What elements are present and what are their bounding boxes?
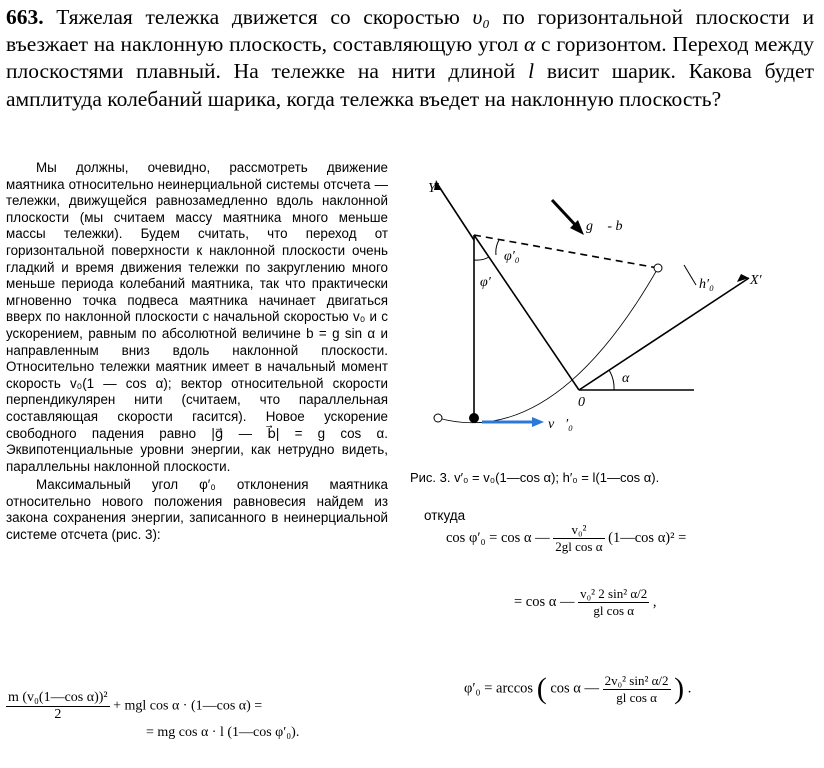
energy-conservation-formula	[6, 690, 386, 741]
symbol-alpha: α	[523, 32, 536, 57]
eq1-fraction	[553, 522, 604, 555]
eq1-numerator: v₀²	[553, 522, 604, 539]
eq2-fraction	[578, 586, 649, 619]
eq3-fraction	[603, 673, 671, 706]
x-axis-line	[579, 278, 749, 390]
whence-word: откуда	[424, 508, 466, 523]
eq1-denominator: 2gl cos α	[555, 539, 603, 554]
eq3-open-paren: (	[536, 672, 547, 705]
solution-text	[6, 160, 388, 544]
formula-rhs-1: + mgl cos α · (1—cos α) =	[109, 698, 263, 714]
figure-caption: Рис. 3. v′₀ = v₀(1—cos α); h′₀ = l(1—cos α).	[410, 470, 660, 485]
symbol-v0: υ₀	[472, 5, 490, 29]
h-arrow	[684, 265, 696, 285]
phi0-arc	[496, 240, 499, 255]
eq2-numerator: v₀² 2 sin² α/2	[580, 586, 648, 601]
eq2-denominator: gl cos α	[593, 603, 635, 618]
eq1-lhs: cos φ′₀ = cos α —	[446, 529, 550, 546]
label-h: h′₀	[699, 277, 714, 292]
solution-paragraph-2: Максимальный угол φ′₀ отклонения маятника относительно нового положения равновесия найдем из закона сохранения энергии, записанного в неинерциальной системе отсчета (рис. 3):	[6, 477, 388, 543]
label-alpha: α	[622, 371, 630, 386]
pendulum-figure	[404, 160, 814, 490]
eq3-lhs: φ′₀ = arccos	[464, 680, 534, 697]
problem-text-4: висит шарик. Какова будет амплитуда колебаний шарика, когда тележка въедет на наклонную плоскость?	[6, 59, 814, 111]
equation-3	[464, 672, 691, 706]
eq3-tail: .	[687, 680, 692, 697]
fraction-numerator: m (v₀(1—cos α))²	[8, 690, 108, 705]
label-gb: g⃗ - b⃗	[586, 219, 634, 234]
label-phi0: φ′₀	[504, 249, 520, 264]
label-x: X′	[750, 273, 762, 288]
right-extreme-position	[654, 264, 662, 272]
kinetic-energy-fraction	[6, 690, 110, 723]
velocity-arrow-head	[532, 417, 544, 427]
fraction-denominator: 2	[54, 707, 62, 722]
problem-statement	[6, 4, 814, 113]
dashed-line	[474, 235, 658, 268]
problem-text-3: с горизонтом. Переход между плоскостями плавный. На тележке на нити длиной	[6, 32, 814, 84]
y-axis-line	[438, 185, 474, 240]
symbol-l: l	[528, 59, 535, 84]
label-o: 0	[578, 395, 585, 410]
label-y: Y′	[428, 181, 439, 196]
equation-2	[514, 586, 657, 619]
solution-paragraph-1: Мы должны, очевидно, рассмотреть движение маятника относительно неинерциальной системы отсчета — тележки, движущейся равнозамедленно вдоль наклонной плоскости (мы считаем массу маятника много меньше массы тележки). Будем считать, что переход от горизонтальной поверхности к наклонной плоскости очень гладкий и время движения тележки по закруглению много меньше периода колебаний маятника, так что практически мгновенно точка подвеса маятника начинает двигаться вверх по наклонной плоскости с начальной скоростью v₀ и с ускорением, равным по абсолютной величине b = g sin α и направленным вниз вдоль наклонной плоскости. Относительно тележки маятник имеет в начальный момент скорость v₀(1 — cos α); вектор относительной скорости перпендикулярен нити (считаем, что параллельная составляющая скорости гасится). Новое ускорение свободного падения равно |g⃗ — b⃗| = g cos α. Эквипотенциальные уровни энергии, как нетрудно видеть, параллельны наклонной плоскости.	[6, 160, 388, 474]
pendulum-bob	[469, 413, 479, 423]
left-extreme-position	[434, 414, 442, 422]
problem-text-2: по горизонтальной плоскости и въезжает на наклонную плоскость, составляющую угол	[6, 5, 814, 57]
eq2-tail: ,	[652, 593, 657, 610]
eq2-lhs: = cos α —	[514, 593, 575, 610]
eq3-numerator: 2v₀² sin² α/2	[604, 672, 669, 688]
formula-rhs-2: = mg cos α · l (1—cos φ′₀).	[146, 725, 300, 740]
eq3-close-paren: )	[674, 672, 685, 705]
equation-1	[446, 522, 686, 555]
x-axis-arrow	[737, 274, 749, 282]
label-phi: φ′	[480, 275, 491, 290]
eq3-inner: cos α —	[550, 680, 599, 697]
alpha-arc	[609, 370, 614, 390]
label-v0: v⃗′₀	[548, 417, 574, 432]
eq1-tail: (1—cos α)² =	[608, 529, 687, 546]
pendulum-rod	[474, 235, 579, 390]
phi-arc	[474, 257, 489, 260]
problem-number: 663.	[6, 5, 44, 29]
eq3-denominator: gl cos α	[616, 689, 657, 705]
problem-text-1: Тяжелая тележка движется со скоростью	[43, 5, 473, 29]
